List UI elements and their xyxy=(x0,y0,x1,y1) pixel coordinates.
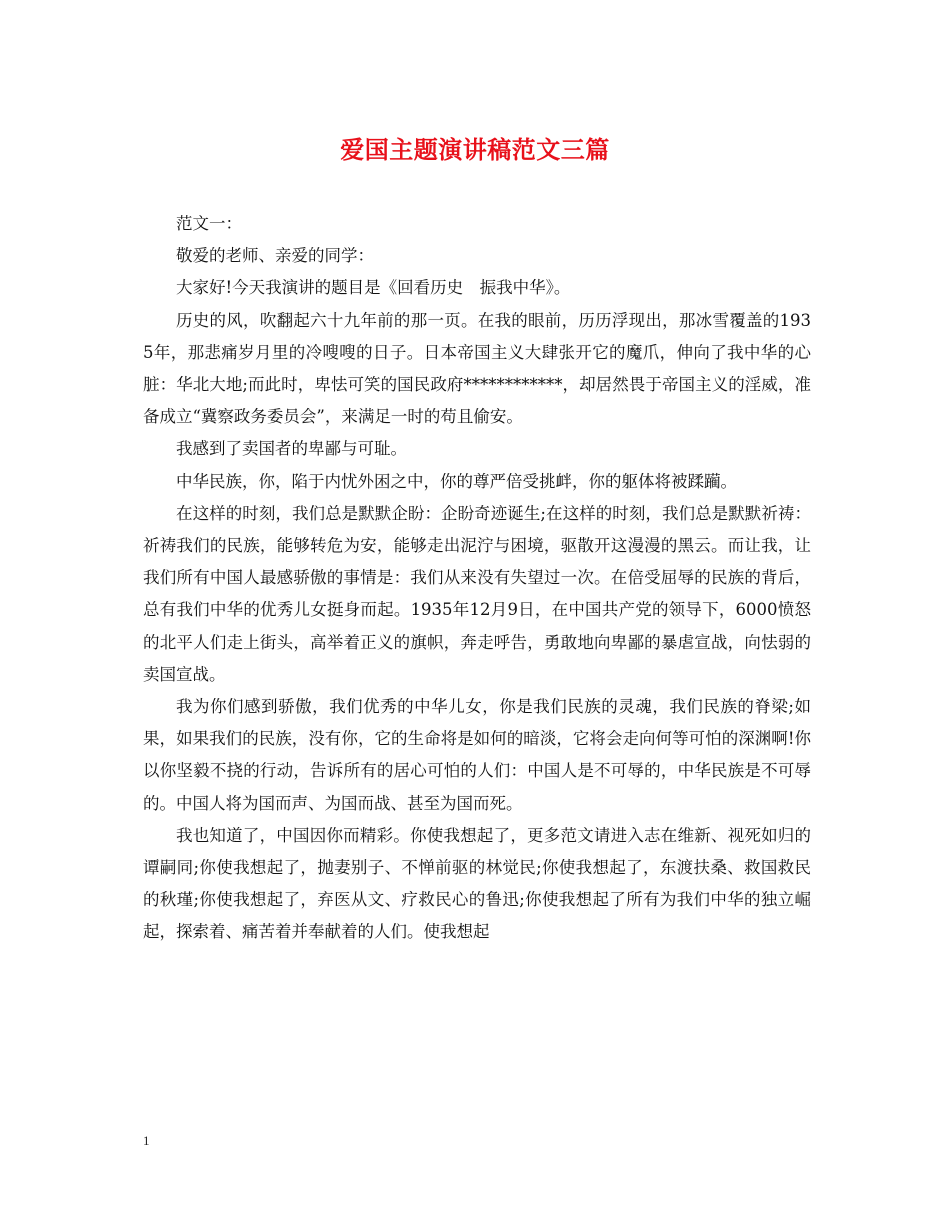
paragraph: 我感到了卖国者的卑鄙与可耻。 xyxy=(176,439,407,459)
paragraph: 范文一： xyxy=(176,214,242,233)
paragraph: 历史的风，吹翻起六十九年前的那一页。在我的眼前，历历浮现出，那冰雪覆盖的1935年，那悲痛岁月里的冷嗖嗖的日子。日本帝国主义大肆张开它的魔爪，伸向了我中华的心脏：华北大地;而此时，卑怯可笑的国民政府************，却居然畏于帝国主义的淫威，准备成立“冀察政务委员会”，来满足一时的苟且偷安。 xyxy=(143,310,811,427)
paragraph: 敬爱的老师、亲爱的同学： xyxy=(176,246,374,266)
page-number: 1 xyxy=(143,1133,150,1148)
paragraph: 大家好!今天我演讲的题目是《回看历史 振我中华》。 xyxy=(176,278,571,298)
document-title: 爱国主题演讲稿范文三篇 xyxy=(340,135,610,164)
paragraph: 我也知道了，中国因你而精彩。你使我想起了，更多范文请进入志在维新、视死如归的谭嗣同;你使我想起了，抛妻别子、不惮前驱的林觉民;你使我想起了，东渡扶桑、救国救民的秋瑾;你使我想起了，弃医从文、疗救民心的鲁迅;你使我想起了所有为我们中华的独立崛起，探索着、痛苦着并奉献着的人们。使我想起 xyxy=(143,825,811,942)
document-body xyxy=(143,208,811,949)
paragraph: 中华民族，你，陷于内忧外困之中，你的尊严倍受挑衅，你的躯体将被蹂躏。 xyxy=(176,471,737,491)
paragraph: 在这样的时刻，我们总是默默企盼：企盼奇迹诞生;在这样的时刻，我们总是默默祈祷：祈祷我们的民族，能够转危为安，能够走出泥泞与困境，驱散开这漫漫的黑云。而让我，让我们所有中国人最感骄傲的事情是：我们从来没有失望过一次。在倍受屈辱的民族的背后，总有我们中华的优秀儿女挺身而起。1935年12月9日，在中国共产党的领导下，6000愤怒的北平人们走上街头，高举着正义的旗帜，奔走呼告，勇敢地向卑鄙的暴虐宣战，向怯弱的卖国宣战。 xyxy=(143,503,811,684)
paragraph: 我为你们感到骄傲，我们优秀的中华儿女，你是我们民族的灵魂，我们民族的脊梁;如果，如果我们的民族，没有你，它的生命将是如何的暗淡，它将会走向何等可怕的深渊啊!你以你坚毅不挠的行动，告诉所有的居心可怕的人们：中国人是不可辱的，中华民族是不可辱的。中国人将为国而声、为国而战、甚至为国而死。 xyxy=(143,697,811,813)
